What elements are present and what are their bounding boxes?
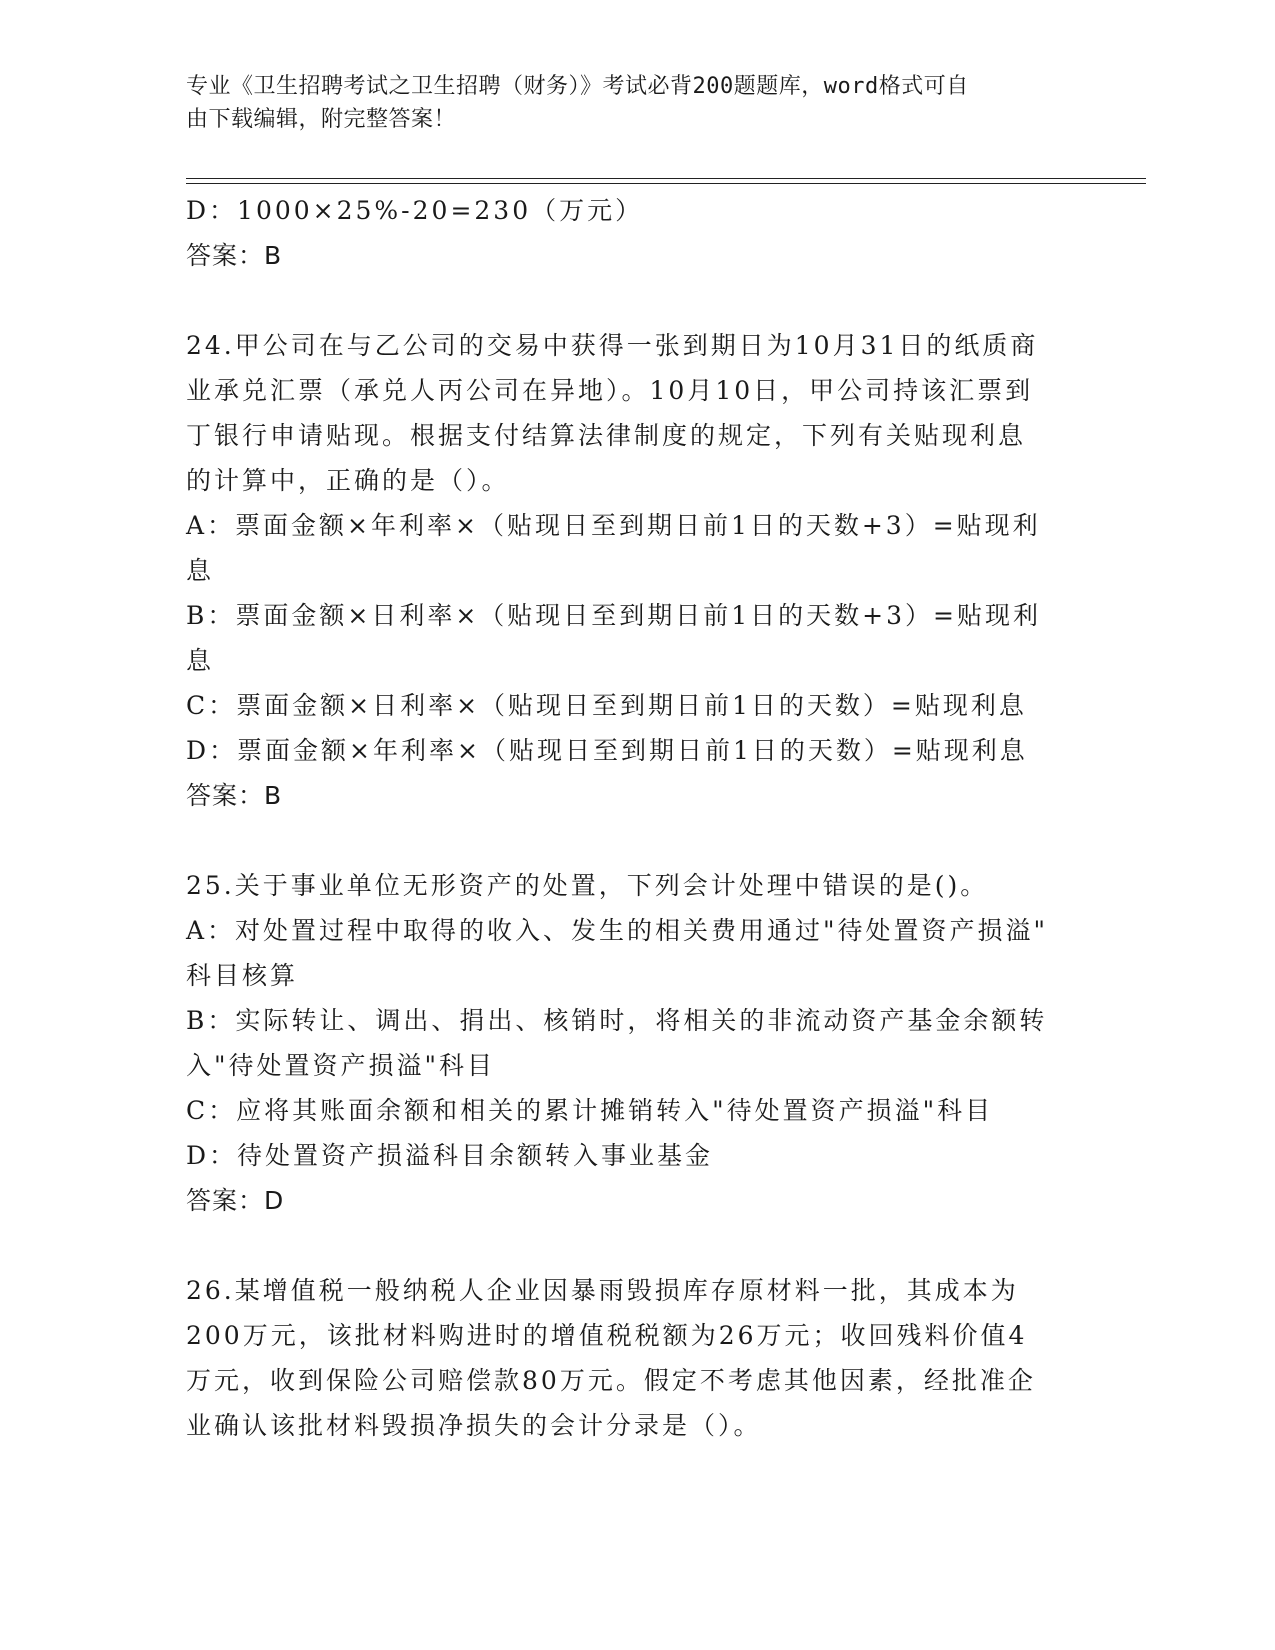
option-b-cont: 入"待处置资产损溢"科目: [186, 1051, 495, 1080]
option-a-cont: 息: [186, 556, 215, 585]
option-b: B：实际转让、调出、捐出、核销时，将相关的非流动资产基金余额转: [186, 1006, 1048, 1035]
question-stem: 24.甲公司在与乙公司的交易中获得一张到期日为10月31日的纸质商: [186, 331, 1039, 360]
spacer: [186, 818, 1076, 863]
question-24: [186, 323, 1076, 818]
question-25: [186, 863, 1076, 1223]
option-d: D：1000×25%-20=230（万元）: [186, 196, 644, 225]
question-stem: 业确认该批材料毁损净损失的会计分录是（）。: [186, 1411, 762, 1440]
option-b-cont: 息: [186, 646, 215, 675]
spacer: [186, 1223, 1076, 1268]
header-line-2: 由下载编辑，附完整答案！: [186, 107, 457, 132]
answer: 答案：B: [186, 241, 283, 270]
option-b: B：票面金额×日利率×（贴现日至到期日前1日的天数+3）=贴现利: [186, 601, 1041, 630]
header-line-1: 专业《卫生招聘考试之卫生招聘（财务）》考试必背200题题库，word格式可自: [186, 74, 969, 99]
option-a: A：对处置过程中取得的收入、发生的相关费用通过"待处置资产损溢": [186, 916, 1049, 945]
question-stem: 万元，收到保险公司赔偿款80万元。假定不考虑其他因素，经批准企: [186, 1366, 1036, 1395]
question-stem: 丁银行申请贴现。根据支付结算法律制度的规定，下列有关贴现利息: [186, 421, 1027, 450]
option-c: C：应将其账面余额和相关的累计摊销转入"待处置资产损溢"科目: [186, 1096, 994, 1125]
answer: 答案：D: [186, 1186, 285, 1215]
header-rule-top: [186, 178, 1146, 179]
question-26: [186, 1268, 1076, 1448]
header-rule-bottom: [186, 183, 1146, 184]
option-c: C：票面金额×日利率×（贴现日至到期日前1日的天数）=贴现利息: [186, 691, 1027, 720]
question-stem: 200万元，该批材料购进时的增值税税额为26万元；收回残料价值4: [186, 1321, 1028, 1350]
option-d: D：待处置资产损溢科目余额转入事业基金: [186, 1141, 714, 1170]
option-a-cont: 科目核算: [186, 961, 299, 990]
prev-question-tail: [186, 188, 1076, 278]
page-header: [186, 70, 1066, 136]
question-content: [186, 188, 1076, 1448]
answer: 答案：B: [186, 781, 283, 810]
question-stem: 业承兑汇票（承兑人丙公司在异地）。10月10日，甲公司持该汇票到: [186, 376, 1034, 405]
question-stem: 25.关于事业单位无形资产的处置，下列会计处理中错误的是()。: [186, 871, 989, 900]
question-stem: 的计算中，正确的是（）。: [186, 466, 510, 495]
question-stem: 26.某增值税一般纳税人企业因暴雨毁损库存原材料一批，其成本为: [186, 1276, 1019, 1305]
option-a: A：票面金额×年利率×（贴现日至到期日前1日的天数+3）=贴现利: [186, 511, 1041, 540]
spacer: [186, 278, 1076, 323]
option-d: D：票面金额×年利率×（贴现日至到期日前1日的天数）=贴现利息: [186, 736, 1028, 765]
